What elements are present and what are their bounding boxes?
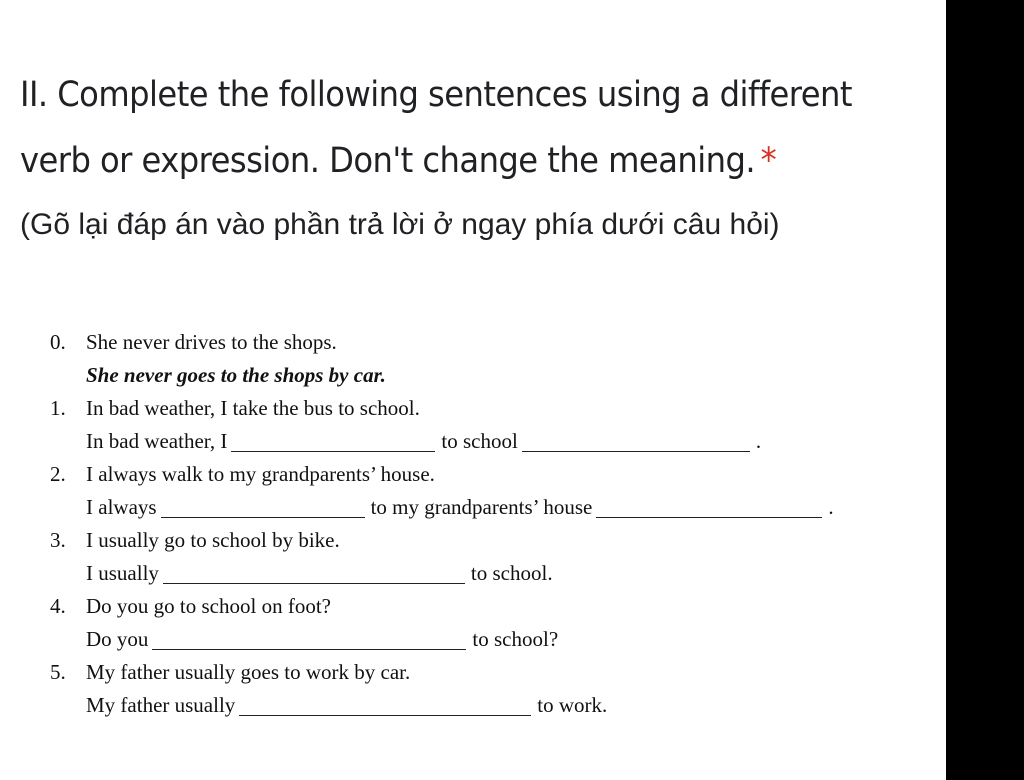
required-asterisk: * — [760, 141, 777, 181]
worksheet-item-2-rewrite — [50, 491, 910, 524]
item-number: 4. — [50, 594, 66, 618]
worksheet-item-5-rewrite — [50, 689, 910, 722]
worksheet-item-4-original — [50, 590, 910, 623]
worksheet-item-3-original — [50, 524, 910, 557]
rewrite-end: to work. — [537, 693, 608, 717]
rewrite-end: . — [755, 429, 762, 453]
answer-blank — [152, 629, 466, 650]
answer-blank — [231, 431, 435, 452]
rewrite-start: In bad weather, I — [86, 429, 228, 453]
answer-blank — [161, 497, 365, 518]
example-answer: She never goes to the shops by car. — [86, 363, 386, 387]
rewrite-start: My father usually — [86, 693, 236, 717]
worksheet-item-0-original — [50, 326, 910, 359]
worksheet-item-4-rewrite — [50, 623, 910, 656]
worksheet-item-0-example — [50, 359, 910, 392]
item-number: 5. — [50, 660, 66, 684]
item-number: 1. — [50, 396, 66, 420]
question-title — [20, 62, 852, 194]
rewrite-mid: to school — [441, 429, 518, 453]
worksheet-item-3-rewrite — [50, 557, 910, 590]
black-side-bar — [946, 0, 1024, 780]
rewrite-start: I always — [86, 495, 157, 519]
original-sentence: Do you go to school on foot? — [86, 594, 331, 618]
rewrite-mid: to my grandparents’ house — [370, 495, 593, 519]
original-sentence: I usually go to school by bike. — [86, 528, 340, 552]
worksheet-item-1-rewrite — [50, 425, 910, 458]
answer-blank — [596, 497, 822, 518]
item-number: 3. — [50, 528, 66, 552]
rewrite-end: to school. — [470, 561, 553, 585]
question-instruction: (Gõ lại đáp án vào phần trả lời ở ngay phía dưới câu hỏi) — [20, 208, 780, 241]
original-sentence: My father usually goes to work by car. — [86, 660, 411, 684]
question-title-line-1: II. Complete the following sentences using a different — [20, 75, 852, 115]
worksheet-item-1-original — [50, 392, 910, 425]
original-sentence: I always walk to my grandparents’ house. — [86, 462, 435, 486]
answer-blank — [163, 563, 465, 584]
rewrite-start: Do you — [86, 627, 149, 651]
rewrite-start: I usually — [86, 561, 159, 585]
worksheet-item-5-original — [50, 656, 910, 689]
original-sentence: In bad weather, I take the bus to school. — [86, 396, 420, 420]
item-number: 0. — [50, 330, 66, 354]
original-sentence: She never drives to the shops. — [86, 330, 337, 354]
question-title-line-2 — [20, 128, 848, 194]
answer-blank — [522, 431, 750, 452]
worksheet-item-2-original — [50, 458, 910, 491]
answer-blank — [239, 695, 531, 716]
question-title-text: verb or expression. Don't change the meaning. — [20, 141, 756, 181]
rewrite-end: to school? — [472, 627, 559, 651]
rewrite-end: . — [828, 495, 834, 519]
item-number: 2. — [50, 462, 66, 486]
worksheet-image — [50, 326, 910, 722]
